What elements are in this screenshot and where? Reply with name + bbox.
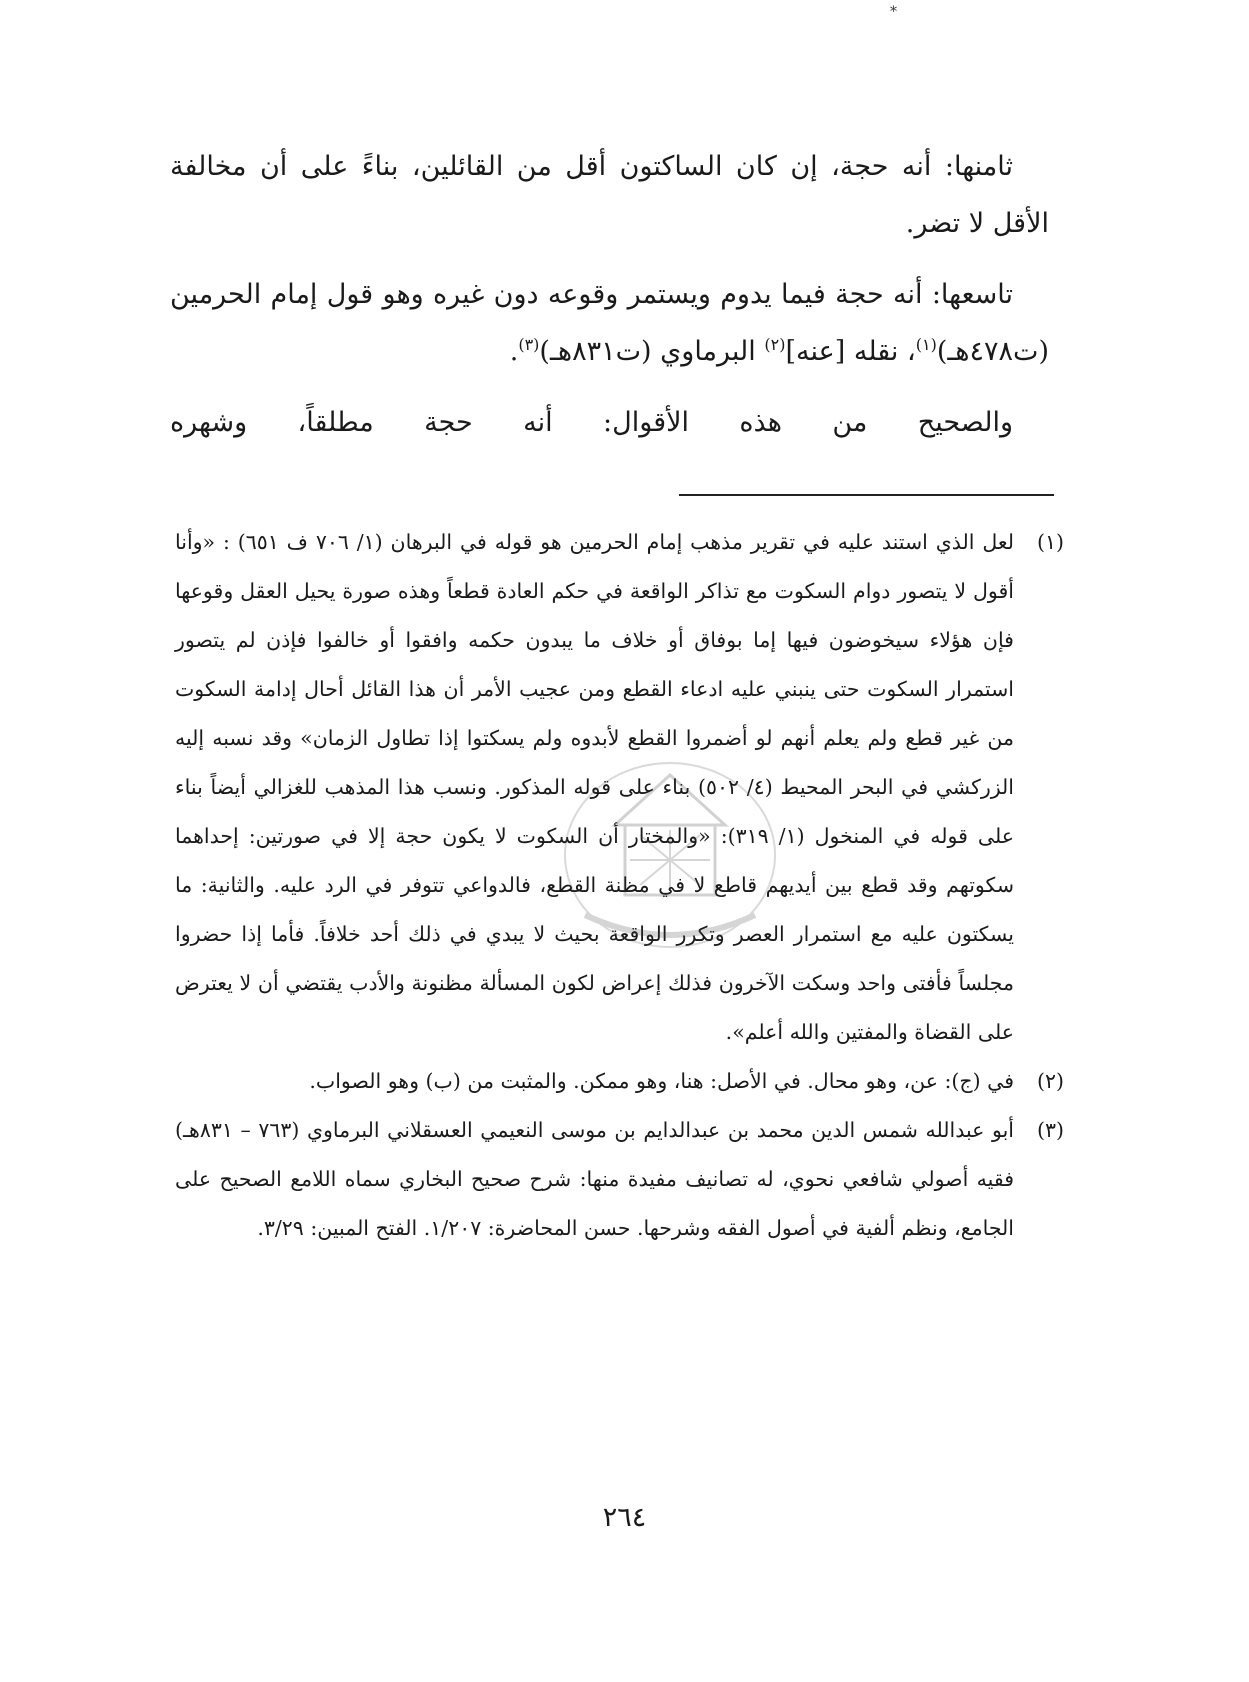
paragraph-ninth-final: . [509,336,519,367]
page-number: ٢٦٤ [602,1502,647,1533]
footnote-number: (١) [1036,530,1064,554]
paragraph-eighth: ثامنها: أنه حجة، إن كان الساكتون أقل من القائلين، بناءً على أن مخالفة الأقل لا تضر. [170,151,1049,239]
paragraph-ninth-mid: ، نقله [عنه] [785,336,916,367]
main-text [170,138,1049,465]
library-seal-watermark-icon [555,755,785,955]
paragraph-correct-opinion: والصحيح من هذه الأقوال: أنه حجة مطلقاً، وشهره [170,407,1013,438]
footnote-text: أبو عبدالله شمس الدين محمد بن عبدالدايم بن موسى النعيمي العسقلاني البرماوي (٧٦٣ – ٨٣١هـ) فقيه أصولي شافعي نحوي، له تصانيف مفيدة منها: شرح صحيح البخاري سماه اللامع الصحيح على الجامع، ونظم ألفية في أصول الفقه وشرحها. حسن المحاضرة: ١/٢٠٧. الفتح المبين: ٣/٢٩. [175,1118,1014,1240]
paragraph-ninth-text: تاسعها: أنه حجة فيما يدوم ويستمر وقوعه دون غيره وهو قول إمام الحرمين (ت٤٧٨هـ) [170,279,1049,367]
footnote-ref-2: (٢) [764,335,786,354]
paragraph-ninth-end: البرماوي (ت٨٣١هـ) [539,336,765,367]
footnote-separator [679,494,1054,496]
footnote-ref-1: (١) [915,335,937,354]
footnote-2 [175,1057,1064,1106]
footnote-number: (٣) [1036,1118,1064,1142]
footnote-3 [175,1106,1064,1253]
footnote-number: (٢) [1036,1069,1064,1093]
footnote-text: لعل الذي استند عليه في تقرير مذهب إمام الحرمين هو قوله في البرهان (١/ ٧٠٦ ف ٦٥١) : «وأنا أقول لا يتصور دوام السكوت مع تذاكر الواقعة في حكم العادة قطعاً وهذه صورة يحيل العقل وقوعها فإن هؤلاء سيخوضون فيها إما بوفاق أو خلاف ما يبدون حكمه وافقوا أو خالفوا فإذن لم يتصور استمرار السكوت حتى ينبني عليه ادعاء القطع ومن عجيب الأمر أن هذا القائل أحال إدامة السكوت من غير قطع ولم يعلم أنهم لو أضمروا القطع لأبدوه ولم يسكتوا إذا تطاول الزمان» وقد نسبه إليه الزركشي في البحر المحيط (٤/ ٥٠٢) بناء على قوله المذكور. ونسب هذا المذهب للغزالي أيضاً بناء على قوله في المنخول (١/ ٣١٩): «والمختار أن السكوت لا يكون حجة إلا في صورتين: إحداهما سكوتهم وقد قطع بين أيديهم قاطع لا في مظنة القطع، فالدواعي تتوفر في الرد عليه. والثانية: ما يسكتون عليه مع استمرار العصر وتكرر الواقعة بحيث لا يبدي في ذلك أحد خلافاً. فأما إذا حضروا مجلساً فأفتى واحد وسكت الآخرون فذلك إعراض لكون المسألة مظنونة والأدب يقتضي أن لا يعترض على القضاة والمفتين والله أعلم». [175,530,1014,1044]
paragraph-ninth [170,266,1049,380]
stray-mark: * [890,4,897,20]
footnote-ref-3: (٣) [518,335,540,354]
footnote-text: في (ج): عن، وهو محال. في الأصل: هنا، وهو ممكن. والمثبت من (ب) وهو الصواب. [309,1069,1014,1093]
